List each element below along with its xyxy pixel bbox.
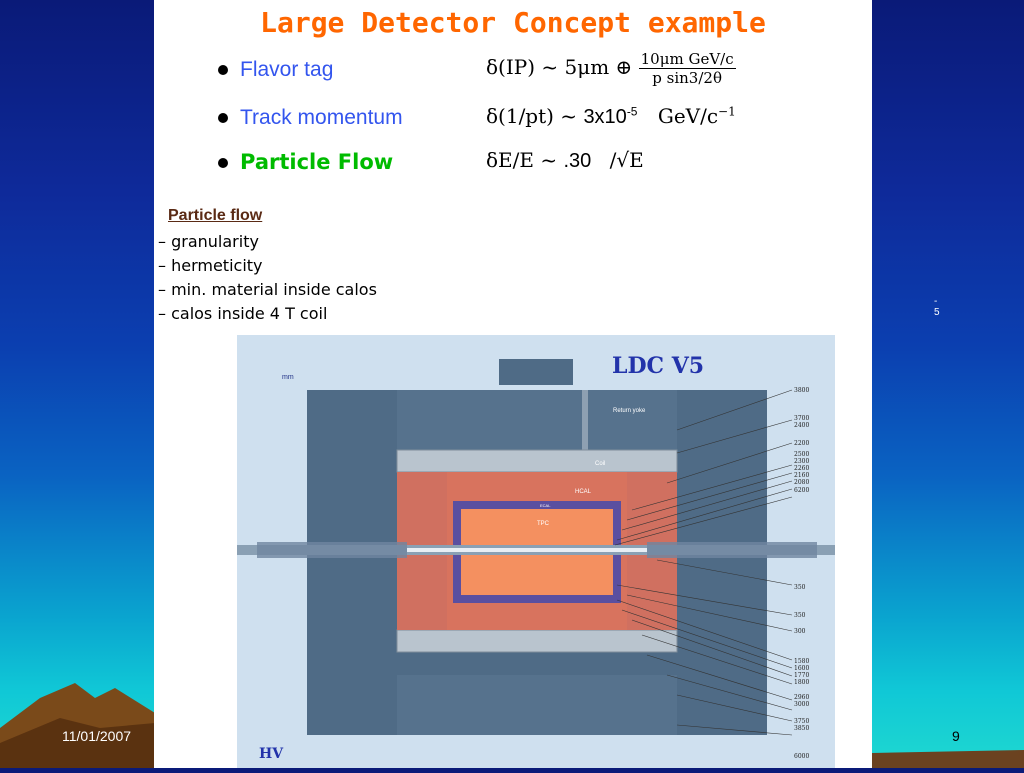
diagram-unit-label: mm — [282, 374, 294, 381]
footer-date: 11/01/2007 — [62, 728, 132, 744]
svg-text:3800: 3800 — [794, 387, 810, 394]
formula-value: .30 — [563, 150, 592, 172]
bullet-label: Track momentum — [240, 106, 403, 129]
detector-diagram — [237, 335, 835, 768]
formula-flavor-tag — [486, 50, 736, 87]
svg-text:2080: 2080 — [794, 479, 810, 486]
svg-text:2200: 2200 — [794, 440, 810, 447]
footer-page-number: 9 — [952, 728, 960, 744]
diagram-hv-label: HV — [259, 746, 284, 762]
svg-text:1770: 1770 — [794, 672, 810, 679]
bullet-dot — [218, 158, 228, 168]
formula-particle-flow — [486, 148, 644, 173]
svg-text:2160: 2160 — [794, 472, 810, 479]
formula-value: $3x10^{-5}$ — [583, 104, 638, 128]
list-item: – min. material inside calos — [158, 278, 377, 302]
svg-text:350: 350 — [794, 612, 806, 619]
svg-text:2300: 2300 — [794, 458, 810, 465]
formula-lhs: δE/E ~ — [486, 148, 558, 172]
svg-text:350: 350 — [794, 584, 806, 591]
svg-text:6000: 6000 — [794, 753, 810, 760]
top-port — [499, 359, 573, 385]
formula-unit: GeV/$c^{-1}$ — [657, 104, 736, 128]
coil-label: Coil — [595, 461, 606, 467]
slide-title: Large Detector Concept example — [260, 6, 766, 39]
svg-text:1800: 1800 — [794, 679, 810, 686]
svg-text:3700: 3700 — [794, 415, 810, 422]
formula-unit: /√E — [609, 148, 644, 172]
formula-track-momentum — [486, 104, 736, 129]
diagram-title: LDC V5 — [612, 353, 705, 379]
particle-flow-heading: Particle flow — [168, 207, 263, 224]
svg-text:2500: 2500 — [794, 451, 810, 458]
slide-canvas — [154, 0, 872, 768]
bullet-dot — [218, 65, 228, 75]
tpc-label: TPC — [537, 521, 549, 527]
bullet-label: Particle Flow — [240, 150, 394, 174]
fraction-denominator: p sin3/2θ — [652, 69, 722, 87]
svg-text:3000: 3000 — [794, 701, 810, 708]
list-item: – hermeticity — [158, 254, 377, 278]
svg-text:1580: 1580 — [794, 658, 810, 665]
svg-text:6200: 6200 — [794, 487, 810, 494]
svg-text:2260: 2260 — [794, 465, 810, 472]
svg-text:3850: 3850 — [794, 725, 810, 732]
side-note: - 5 — [934, 296, 940, 318]
hcal-label: HCAL — [575, 489, 592, 495]
bullet-particle-flow — [218, 150, 393, 175]
detector-svg — [237, 335, 835, 768]
list-item: – calos inside 4 T coil — [158, 302, 377, 326]
bullet-track-momentum — [218, 106, 403, 130]
formula-lhs: δ(IP) ~ 5μm ⊕ — [486, 55, 633, 79]
return-yoke-label: Return yoke — [613, 408, 646, 414]
list-item: – granularity — [158, 230, 377, 254]
bullet-dot — [218, 113, 228, 123]
formula-fraction — [639, 50, 736, 87]
particle-flow-list — [158, 230, 377, 326]
svg-text:2400: 2400 — [794, 422, 810, 429]
ecal-label: ECAL — [540, 503, 551, 508]
svg-text:3750: 3750 — [794, 718, 810, 725]
svg-text:2960: 2960 — [794, 694, 810, 701]
svg-text:1600: 1600 — [794, 665, 810, 672]
svg-text:300: 300 — [794, 628, 806, 635]
bullet-flavor-tag — [218, 58, 333, 82]
formula-lhs: δ(1/pt) ~ — [486, 104, 578, 128]
fraction-numerator: 10μm GeV/c — [640, 50, 734, 68]
bullet-label: Flavor tag — [240, 58, 334, 81]
